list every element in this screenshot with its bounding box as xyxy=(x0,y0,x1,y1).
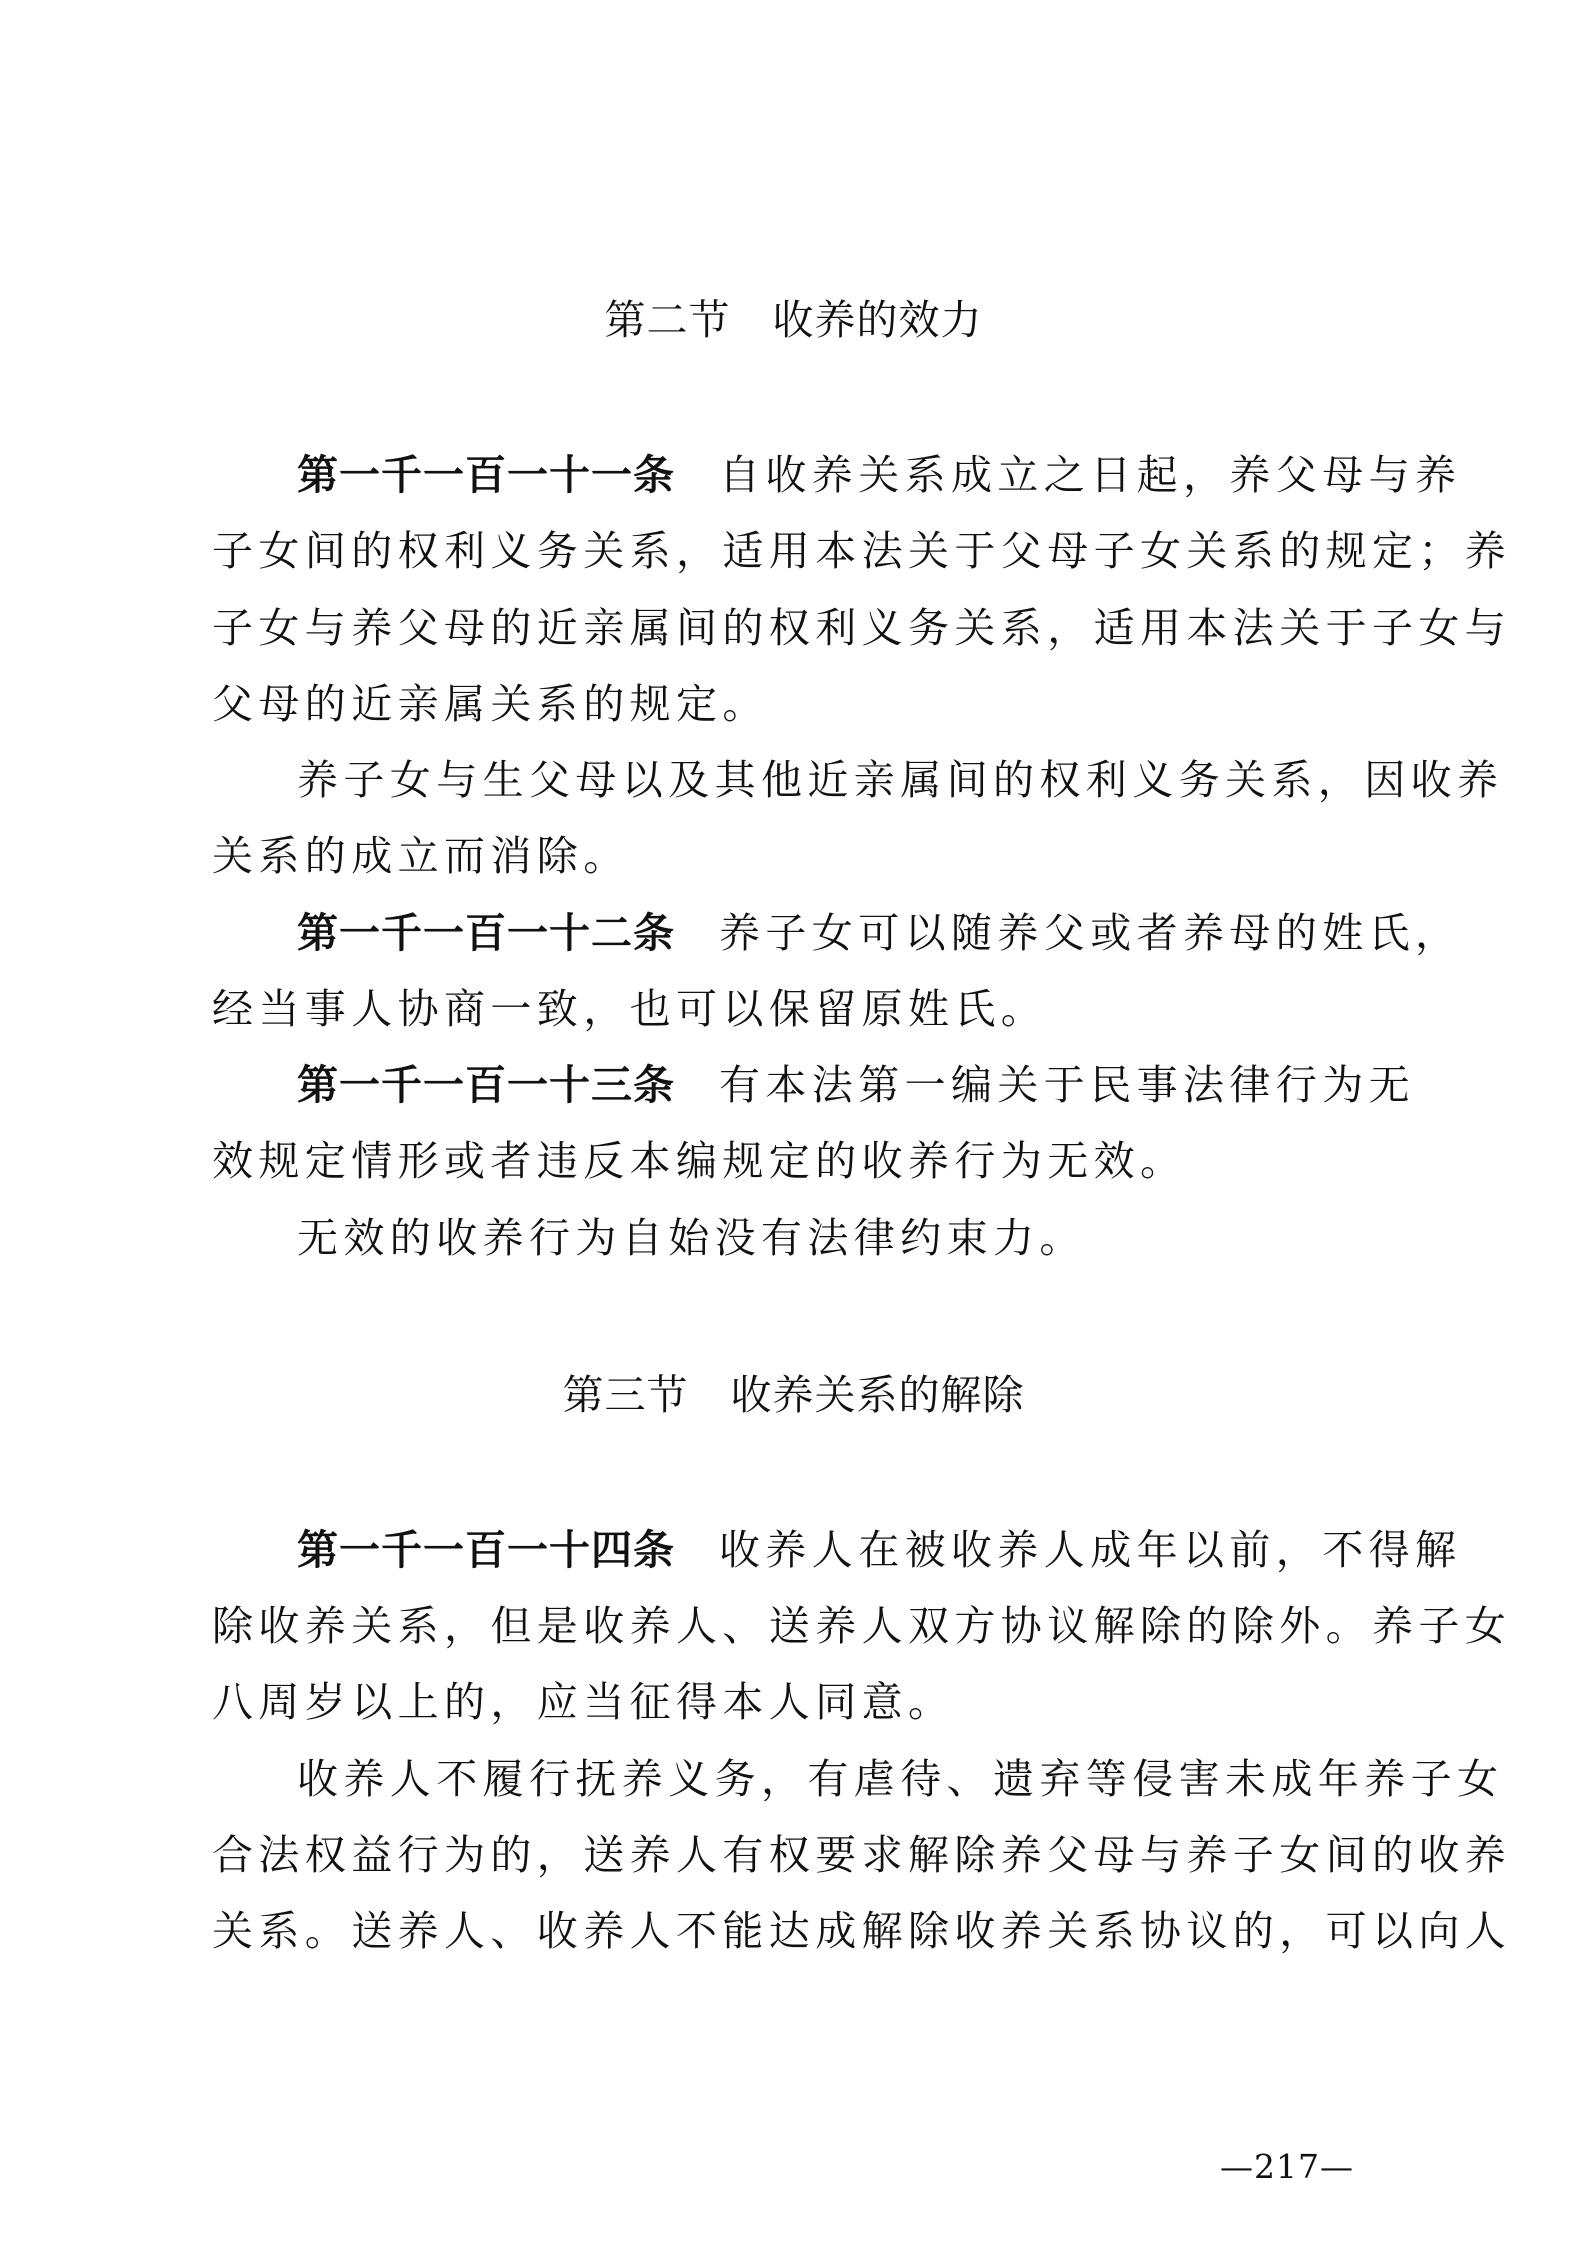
paragraph-line: 关系的成立而消除。 xyxy=(212,832,630,880)
paragraph-line: 除收养关系，但是收养人、送养人双方协议解除的除外。养子女 xyxy=(212,1602,1512,1650)
article-number: 第一千一百一十三条 xyxy=(297,1061,675,1109)
paragraph-line: 收养人不履行抚养义务，有虐待、遗弃等侵害未成年养子女 xyxy=(297,1755,1504,1803)
paragraph-line: 无效的收养行为自始没有法律约束力。 xyxy=(297,1214,1086,1262)
paragraph-line: 养子女与生父母以及其他近亲属间的权利义务关系，因收养 xyxy=(297,756,1504,804)
paragraph-line: 八周岁以上的，应当征得本人同意。 xyxy=(212,1678,955,1726)
article-first-line xyxy=(297,1520,1467,1580)
article-first-line xyxy=(297,445,1467,505)
article-first-line xyxy=(297,1055,1467,1115)
paragraph-line: 子女与养父母的近亲属间的权利义务关系，适用本法关于子女与 xyxy=(212,604,1512,652)
paragraph-line: 效规定情形或者违反本编规定的收养行为无效。 xyxy=(212,1137,1187,1185)
paragraph-line: 收养人在被收养人成年以前，不得解 xyxy=(719,1526,1462,1574)
section-title: 第三节 收养关系的解除 xyxy=(562,1371,1025,1419)
paragraph-line: 关系。送养人、收养人不能达成解除收养关系协议的，可以向人 xyxy=(212,1907,1512,1955)
article-number: 第一千一百一十二条 xyxy=(297,909,675,957)
article-number: 第一千一百一十一条 xyxy=(297,451,675,499)
paragraph-line: 养子女可以随养父或者养母的姓氏， xyxy=(719,909,1462,957)
paragraph-line: 经当事人协商一致，也可以保留原姓氏。 xyxy=(212,985,1048,1033)
paragraph-line: 父母的近亲属关系的规定。 xyxy=(212,680,769,728)
paragraph-line: 合法权益行为的，送养人有权要求解除养父母与养子女间的收养 xyxy=(212,1831,1512,1879)
article-first-line xyxy=(297,903,1467,963)
section-title: 第二节 收养的效力 xyxy=(604,296,983,344)
article-number: 第一千一百一十四条 xyxy=(297,1526,675,1574)
paragraph-line: 子女间的权利义务关系，适用本法关于父母子女关系的规定；养 xyxy=(212,527,1512,575)
page-number: —217— xyxy=(1220,2147,1354,2186)
paragraph-line: 自收养关系成立之日起，养父母与养 xyxy=(719,451,1462,499)
paragraph-line: 有本法第一编关于民事法律行为无 xyxy=(719,1061,1415,1109)
